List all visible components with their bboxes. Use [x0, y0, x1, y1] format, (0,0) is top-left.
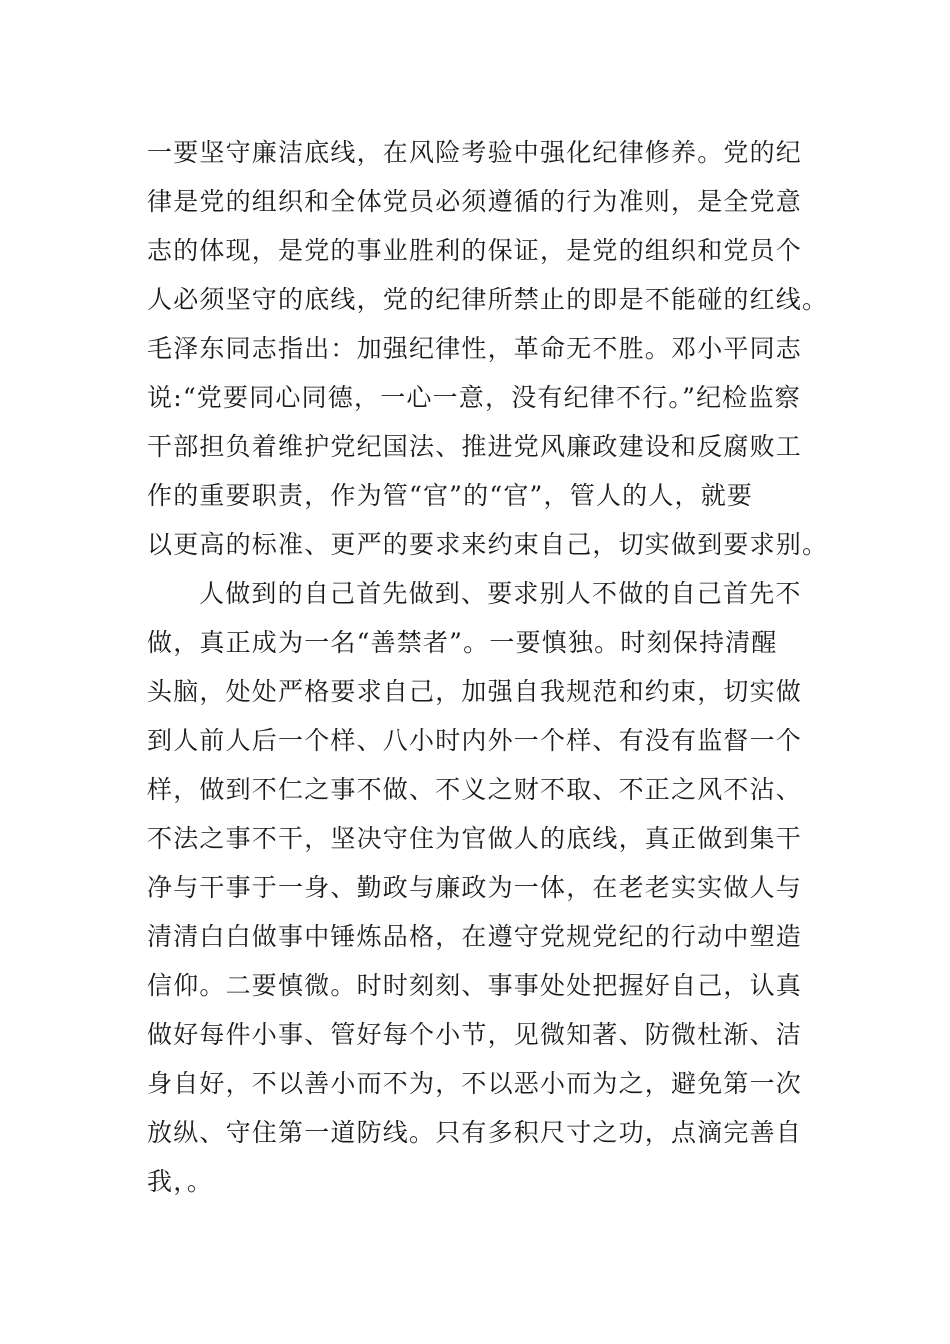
text-line: 律是党的组织和全体党员必须遵循的行为准则，是全党意: [147, 187, 803, 216]
text-line: 信仰。二要慎微。时时刻刻、事事处处把握好自己，认真: [147, 971, 803, 1000]
text-line: 干部担负着维护党纪国法、推进党风廉政建设和反腐败工: [147, 432, 803, 461]
paragraph-start-line: 人做到的自己首先做到、要求别人不做的自己首先不: [199, 579, 802, 608]
text-line: 到人前人后一个样、八小时内外一个样、有没有监督一个: [147, 726, 803, 755]
text-line: 清清白白做事中锤炼品格，在遵守党规党纪的行动中塑造: [147, 922, 803, 951]
text-line: 做，真正成为一名“善禁者”。一要慎独。时刻保持清醒: [147, 628, 778, 657]
text-line: 净与干事于一身、勤政与廉政为一体，在老老实实做人与: [147, 873, 803, 902]
text-line: 做好每件小事、管好每个小节，见微知著、防微杜渐、洁: [147, 1020, 803, 1049]
text-line: 身自好，不以善小而不为，不以恶小而为之，避免第一次: [147, 1069, 803, 1098]
text-line: 志的体现，是党的事业胜利的保证，是党的组织和党员个: [147, 236, 803, 265]
text-line: 作的重要职责，作为管“官”的“官”，管人的人，就要: [147, 481, 754, 510]
text-line: 说:“党要同心同德，一心一意，没有纪律不行。”纪检监察: [147, 383, 801, 412]
text-line: 我，。: [147, 1167, 214, 1196]
text-line: 一要坚守廉洁底线，在风险考验中强化纪律修养。党的纪: [147, 138, 803, 167]
body-text: [147, 128, 829, 1206]
text-line: 样，做到不仁之事不做、不义之财不取、不正之风不沾、: [147, 775, 803, 804]
text-line: 人必须坚守的底线，党的纪律所禁止的即是不能碰的红线。: [147, 285, 829, 314]
text-line: 不法之事不干，坚决守住为官做人的底线，真正做到集干: [147, 824, 803, 853]
text-line: 放纵、守住第一道防线。只有多积尺寸之功，点滴完善自: [147, 1118, 803, 1147]
text-line: 以更高的标准、更严的要求来约束自己，切实做到要求别。: [147, 530, 829, 559]
text-line: 头脑，处处严格要求自己，加强自我规范和约束，切实做: [147, 677, 803, 706]
text-line: 毛泽东同志指出：加强纪律性，革命无不胜。邓小平同志: [147, 334, 803, 363]
